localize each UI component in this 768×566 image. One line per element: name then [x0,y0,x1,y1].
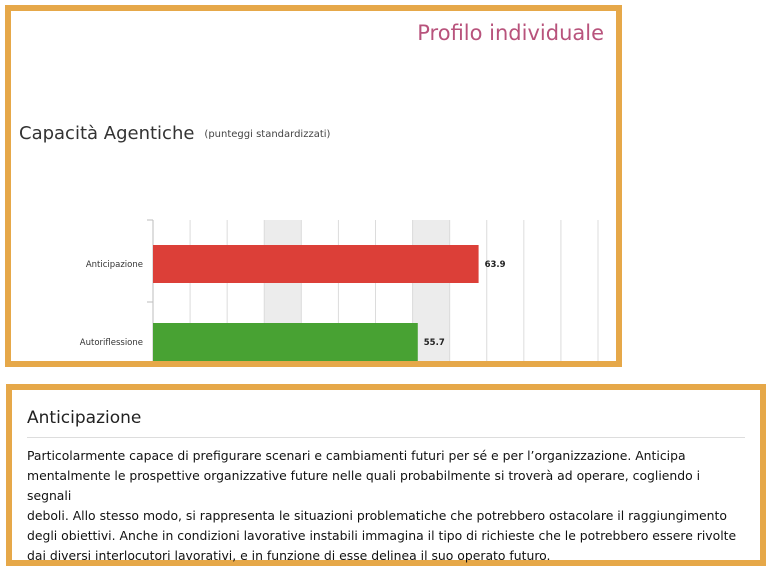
section-subtitle: (punteggi standardizzati) [204,129,331,140]
value-label: 63.9 [484,260,506,270]
description-text [27,446,748,566]
profile-panel [5,5,622,367]
profile-title: Profilo individuale [417,21,604,45]
bar-anticipazione [153,245,479,283]
description-line: Particolarmente capace di prefigurare scenari e cambiamenti futuri per sé e per l’organizzazione. Anticipa [27,448,686,463]
category-label: Anticipazione [85,260,143,270]
capacita-agentiche-chart [11,11,616,361]
section-title-text: Capacità Agentiche [19,123,195,144]
description-divider [27,437,745,438]
description-title: Anticipazione [27,408,142,428]
description-line: dai diversi interlocutori lavorativi, e in funzione di esse delinea il suo operato futuro. [27,548,551,563]
category-label: Autoriflessione [79,338,143,348]
bar-autoriflessione [153,323,418,361]
description-line: degli obiettivi. Anche in condizioni lavorative instabili immagina il tipo di richieste che le potrebbero essere rivolte [27,528,737,543]
description-line: mentalmente le prospettive organizzative future nelle quali probabilmente si troverà ad operare, cogliendo i segnali [27,468,701,503]
description-panel [6,384,766,566]
description-line: deboli. Allo stesso modo, si rappresenta le situazioni problematiche che potrebbero ostacolare il raggiungimento [27,508,727,523]
value-label: 55.7 [423,338,445,348]
